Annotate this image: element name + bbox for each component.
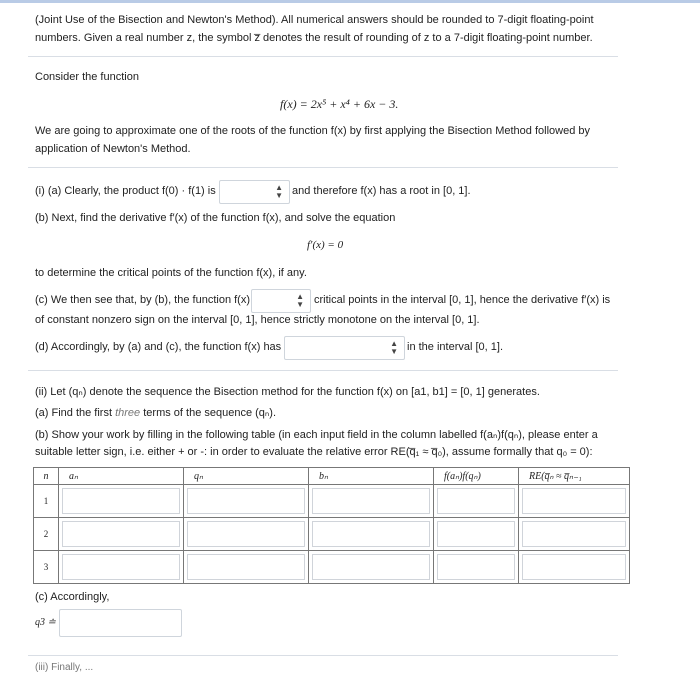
q3-input[interactable] [59, 609, 182, 637]
re-input[interactable] [522, 488, 626, 514]
a-input[interactable] [62, 488, 180, 514]
part-i-b-text: (b) Next, find the derivative f′(x) of the function f(x), and solve the equation [35, 212, 396, 224]
question-page [0, 3, 700, 673]
part-ii-intro: (ii) Let (qₙ) denote the sequence the Bisection method for the function f(x) on [a1, b1] = [0, 1] generates. [35, 386, 540, 398]
part-ii-a-three: three [115, 407, 141, 419]
row-number: 3 [34, 551, 59, 584]
part-ii-c-label: (c) Accordingly, [35, 591, 110, 603]
q-input[interactable] [187, 488, 305, 514]
divider [28, 655, 618, 656]
header-a: aₙ [59, 468, 184, 485]
part-i-c-line-2: of constant nonzero sign on the interval [0, 1], hence strictly monotone on the interval [0, 1]. [35, 314, 480, 326]
header-q: qₙ [184, 468, 309, 485]
divider [28, 167, 618, 168]
part-ii-a-suffix: terms of the sequence (qₙ). [143, 407, 277, 419]
part-i-d-suffix: in the interval [0, 1]. [407, 341, 503, 353]
table-header-row [34, 468, 630, 485]
row-number: 1 [34, 485, 59, 518]
root-count-dropdown[interactable] [284, 336, 405, 360]
critical-points-dropdown[interactable] [251, 289, 311, 313]
b-input[interactable] [312, 554, 430, 580]
bisection-table [33, 467, 630, 584]
approx-line-2: application of Newton's Method. [35, 143, 191, 155]
part-i-c-suffix: critical points in the interval [0, 1], hence the derivative f′(x) is [314, 294, 611, 306]
sign-input[interactable] [437, 554, 515, 580]
product-sign-dropdown[interactable] [219, 180, 290, 204]
intro-line-1: (Joint Use of the Bisection and Newton's Method). All numerical answers should be rounded to 7-digit floating-point [35, 14, 594, 26]
part-i-a-prefix: (i) (a) Clearly, the product f(0) · f(1) is [35, 185, 216, 197]
q-input[interactable] [187, 554, 305, 580]
function-formula: f(x) = 2x⁵ + x⁴ + 6x − 3. [280, 97, 399, 111]
table-row [34, 551, 630, 584]
part-i-b-after: to determine the critical points of the function f(x), if any. [35, 267, 307, 279]
sign-input[interactable] [437, 488, 515, 514]
header-n: n [34, 468, 59, 485]
part-ii-b-line-1: (b) Show your work by filling in the following table (in each input field in the column labelled f(aₙ)f(qₙ), please enter a [35, 429, 598, 441]
part-ii-a-prefix: (a) Find the first [35, 407, 113, 419]
part-i-c-prefix: (c) We then see that, by (b), the function f(x) [35, 294, 250, 306]
divider [28, 370, 618, 371]
re-input[interactable] [522, 554, 626, 580]
approx-line-1: We are going to approximate one of the roots of the function f(x) by first applying the Bisection Method followed by [35, 125, 590, 137]
dropdown-arrow-icon: ▲ ▼ [390, 339, 398, 356]
q-input[interactable] [187, 521, 305, 547]
sign-input[interactable] [437, 521, 515, 547]
header-re: RE(q̅ₙ ≈ q̅ₙ₋₁ [519, 468, 630, 485]
dropdown-arrow-icon: ▲ ▼ [296, 292, 304, 309]
part-i-a-suffix: and therefore f(x) has a root in [0, 1]. [292, 185, 471, 197]
row-number: 2 [34, 518, 59, 551]
b-input[interactable] [312, 488, 430, 514]
re-input[interactable] [522, 521, 626, 547]
part-i-d-prefix: (d) Accordingly, by (a) and (c), the function f(x) has [35, 341, 282, 353]
b-input[interactable] [312, 521, 430, 547]
derivative-equation: f′(x) = 0 [307, 239, 344, 251]
divider [28, 56, 618, 57]
part-ii-b-line-2: suitable letter sign, i.e. either + or -: in order to evaluate the relative error RE(q̅₁ ≈ q̅₀), assume formally that q₀ = 0): [35, 446, 593, 458]
table-row [34, 485, 630, 518]
header-b: bₙ [309, 468, 434, 485]
footer-partial-text: (iii) Finally, ... [35, 662, 94, 673]
intro-line-2: numbers. Given a real number z, the symbol z̅ denotes the result of rounding of z to a 7-digit floating-point number. [35, 32, 593, 44]
dropdown-arrow-icon: ▲ ▼ [275, 183, 283, 200]
consider-label: Consider the function [35, 71, 139, 83]
a-input[interactable] [62, 554, 180, 580]
header-sign: f(aₙ)f(qₙ) [434, 468, 519, 485]
table-row [34, 518, 630, 551]
part-ii-a [35, 405, 276, 421]
q3-label: q3 ≐ [35, 617, 56, 628]
a-input[interactable] [62, 521, 180, 547]
